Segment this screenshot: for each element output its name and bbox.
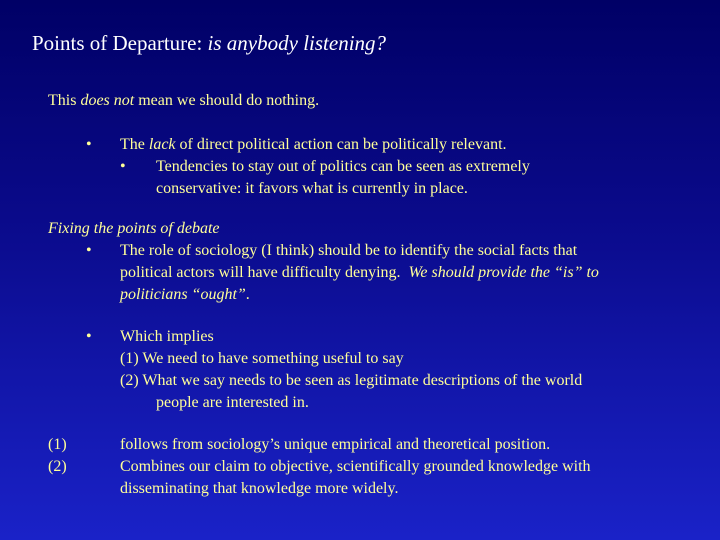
bullet-marker: •	[86, 328, 92, 345]
numbered-line: follows from sociology’s unique empirical and theoretical position.	[120, 436, 551, 453]
sub-bullet-line1: Tendencies to stay out of politics can be seen as extremely	[156, 158, 530, 175]
sub-bullet-line2: conservative: it favors what is currently in place.	[156, 180, 468, 197]
section-heading: Fixing the points of debate	[48, 220, 220, 237]
bullet1-text	[120, 134, 507, 156]
sub-bullet-marker: •	[120, 158, 126, 175]
intro-line	[48, 90, 319, 112]
intro-italic: does not	[80, 92, 135, 109]
bullet1-pre: The	[120, 136, 149, 153]
bullet-a-line3-end: .	[245, 286, 250, 303]
bullet-marker: •	[86, 242, 92, 259]
numbered-label: (2)	[48, 458, 67, 475]
bullet-a-line3-italic: politicians “ought”	[120, 286, 246, 303]
numbered-line: disseminating that knowledge more widely.	[120, 480, 399, 497]
bullet-b-line1: Which implies	[120, 328, 214, 345]
bullet1-post: of direct political action can be politically relevant.	[175, 136, 507, 153]
slide-title-main: Points of Departure:	[32, 31, 208, 55]
bullet-b-line4: people are interested in.	[156, 394, 309, 411]
bullet-a-line3	[120, 284, 250, 306]
slide-title-italic: is anybody listening?	[207, 31, 387, 55]
bullet-marker: •	[86, 136, 92, 153]
numbered-line: Combines our claim to objective, scientifically grounded knowledge with	[120, 458, 591, 475]
intro-post: mean we should do nothing.	[134, 92, 320, 109]
bullet-a-line2	[120, 262, 599, 284]
bullet-b-line3: (2) What we say needs to be seen as legitimate descriptions of the world	[120, 372, 583, 389]
intro-pre: This	[48, 92, 81, 109]
bullet-a-line2-italic: We should provide the “is” to	[408, 264, 599, 281]
bullet-b-line2: (1) We need to have something useful to say	[120, 350, 404, 367]
bullet-a-line1: The role of sociology (I think) should be to identify the social facts that	[120, 242, 578, 259]
numbered-label: (1)	[48, 436, 67, 453]
bullet1-italic: lack	[148, 136, 176, 153]
slide-title	[32, 31, 386, 56]
bullet-a-line2-plain: political actors will have difficulty denying.	[120, 264, 409, 281]
